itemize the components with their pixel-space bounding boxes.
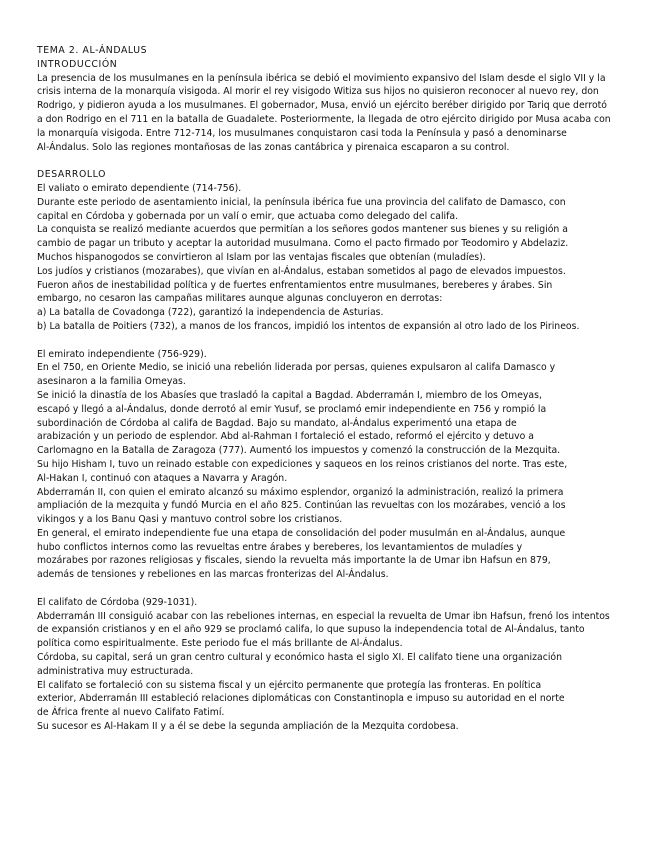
intro-line: Rodrigo, y pidieron ayuda a los musulmanes. El gobernador, Musa, envió un ejército beréber dirigido por Tariq que derrotó (37, 100, 607, 112)
section-line: Muchos hispanogodos se convirtieron al Islam por las ventajas fiscales que obtenían (muladíes). (37, 251, 486, 263)
section-line: administrativa muy estructurada. (37, 665, 194, 677)
section-line: hubo conflictos internos como las revueltas entre árabes y bereberes, los levantamientos de muladíes y (37, 541, 523, 553)
section-line: Al-Hakan I, continuó con ataques a Navarra y Aragón. (37, 472, 288, 484)
intro-line: La presencia de los musulmanes en la península ibérica se debió el movimiento expansivo del Islam desde el siglo VII y la (37, 72, 606, 84)
section-valiato (37, 182, 627, 334)
section-line: El califato se fortaleció con su sistema fiscal y un ejército permanente que protegía las fronteras. En política (37, 679, 542, 691)
section-line: subordinación de Córdoba al califa de Bagdad. Bajo su mandato, al-Ándalus experimentó una etapa de (37, 417, 517, 429)
section-line: Córdoba, su capital, será un gran centro cultural y económico hasta el siglo XI. El califato tiene una organización (37, 652, 562, 664)
section-line: cambio de pagar un tributo y aceptar la autoridad musulmana. Como el pacto firmado por Teodomiro y Abdelaziz. (37, 238, 569, 250)
section-line: Se inició la dinastía de los Abasíes que trasladó la capital a Bagdad. Abderramán I, miembro de los Omeyas, (37, 389, 542, 401)
section-line: de expansión cristianos y en el año 929 se proclamó califa, lo que supuso la independencia total de Al-Ándalus, tanto (37, 624, 585, 636)
section-line: capital en Córdoba y gobernada por un valí o emir, que actuaba como delegado del califa. (37, 210, 459, 222)
section-line: En general, el emirato independiente fue una etapa de consolidación del poder musulmán en al-Ándalus, aunque (37, 527, 566, 539)
section-line: vikingos y a los Banu Qasi y mantuvo control sobre los cristianos. (37, 514, 343, 526)
section-line: ampliación de la mezquita y fundó Murcia en el año 825. Continúan las revueltas con los mozárabes, venció a los (37, 500, 566, 512)
section-line: Su sucesor es Al-Hakam II y a él se debe la segunda ampliación de la Mezquita cordobesa. (37, 721, 459, 733)
section-line: arabización y un periodo de esplendor. Abd al-Rahman I fortaleció el estado, reformó el ejército y detuvo a (37, 431, 534, 443)
intro-line: crisis interna de la monarquía visigoda. Al morir el rey visigodo Witiza sus hijos no quisieron reconocer al nuevo rey, don (37, 86, 599, 98)
intro-heading: INTRODUCCIÓN (37, 58, 118, 70)
section-line: Su hijo Hisham I, tuvo un reinado estable con expediciones y saqueos en los reinos cristianos del norte. Tras este, (37, 458, 568, 470)
section-line: Abderramán III consiguió acabar con las rebeliones internas, en especial la revuelta de Umar ibn Hafsun, frenó los intentos (37, 610, 610, 622)
section-line: La conquista se realizó mediante acuerdos que permitían a los señores godos mantener sus bienes y su religión a (37, 224, 568, 236)
intro-line: la monarquía visigoda. Entre 712-714, los musulmanes conquistaron casi toda la Península y pasó a denominarse (37, 127, 567, 139)
document-title: TEMA 2. AL-ÁNDALUS (37, 45, 148, 56)
section-line: b) La batalla de Poitiers (732), a manos de los francos, impidió los intentos de expansión al otro lado de los Pirineos. (37, 320, 580, 332)
intro-line: a don Rodrigo en el 711 en la batalla de Guadalete. Posteriormente, la llegada de otro ejército dirigido por Musa acaba con (37, 113, 611, 125)
section-line: Abderramán II, con quien el emirato alcanzó su máximo esplendor, organizó la administración, realizó la primera (37, 486, 564, 498)
section-line: Durante este periodo de asentamiento inicial, la península ibérica fue una provincia del califato de Damasco, con (37, 196, 566, 208)
intro-line: Al-Ándalus. Solo las regiones montañosas de las zonas cantábrica y pirenaica escaparon a su control. (37, 141, 510, 153)
section-line: asesinaron a la familia Omeyas. (37, 376, 186, 388)
spacer (37, 582, 627, 596)
section-line: Carlomagno en la Batalla de Zaragoza (777). Aumentó los impuestos y comenzó la construcción de la Mezquita. (37, 445, 561, 457)
document-page (37, 44, 627, 734)
section-heading: El emirato independiente (756-929). (37, 348, 207, 360)
section-line: exterior, Abderramán III estableció relaciones diplomáticas con Constantinopla e impuso su autoridad en el norte (37, 693, 565, 705)
section-line: En el 750, en Oriente Medio, se inició una rebelión liderada por persas, quienes expulsaron al califa Damasco y (37, 362, 556, 374)
section-line: embargo, no cesaron las campañas militares aunque algunas concluyeron en derrotas: (37, 293, 443, 305)
section-line: Los judíos y cristianos (mozarabes), que vivían en al-Ándalus, estaban sometidos al pago de elevados impuestos. (37, 265, 566, 277)
development-heading: DESARROLLO (37, 169, 107, 181)
spacer (37, 334, 627, 348)
section-heading: El califato de Córdoba (929-1031). (37, 596, 198, 608)
section-line: política como espiritualmente. Este periodo fue el más brillante de Al-Ándalus. (37, 638, 403, 650)
section-califato (37, 596, 627, 734)
section-line: de África frente al nuevo Califato Fatimí. (37, 707, 225, 719)
section-heading: El valiato o emirato dependiente (714-756). (37, 182, 242, 194)
section-emirato-independiente (37, 348, 627, 583)
section-line: escapó y llegó a al-Ándalus, donde derrotó al emir Yusuf, se proclamó emir independiente en 756 y rompió la (37, 403, 547, 415)
section-line: mozárabes por razones religiosas y fiscales, siendo la revuelta más importante la de Umar ibn Hafsun en 879, (37, 555, 551, 567)
spacer (37, 154, 627, 168)
section-line: a) La batalla de Covadonga (722), garantizó la independencia de Asturias. (37, 307, 384, 319)
intro-paragraph (37, 72, 627, 155)
section-line: Fueron años de inestabilidad política y de fuertes enfrentamientos entre musulmanes, bereberes y árabes. Sin (37, 279, 553, 291)
section-line: además de tensiones y rebeliones en las marcas fronterizas del Al-Ándalus. (37, 569, 389, 581)
